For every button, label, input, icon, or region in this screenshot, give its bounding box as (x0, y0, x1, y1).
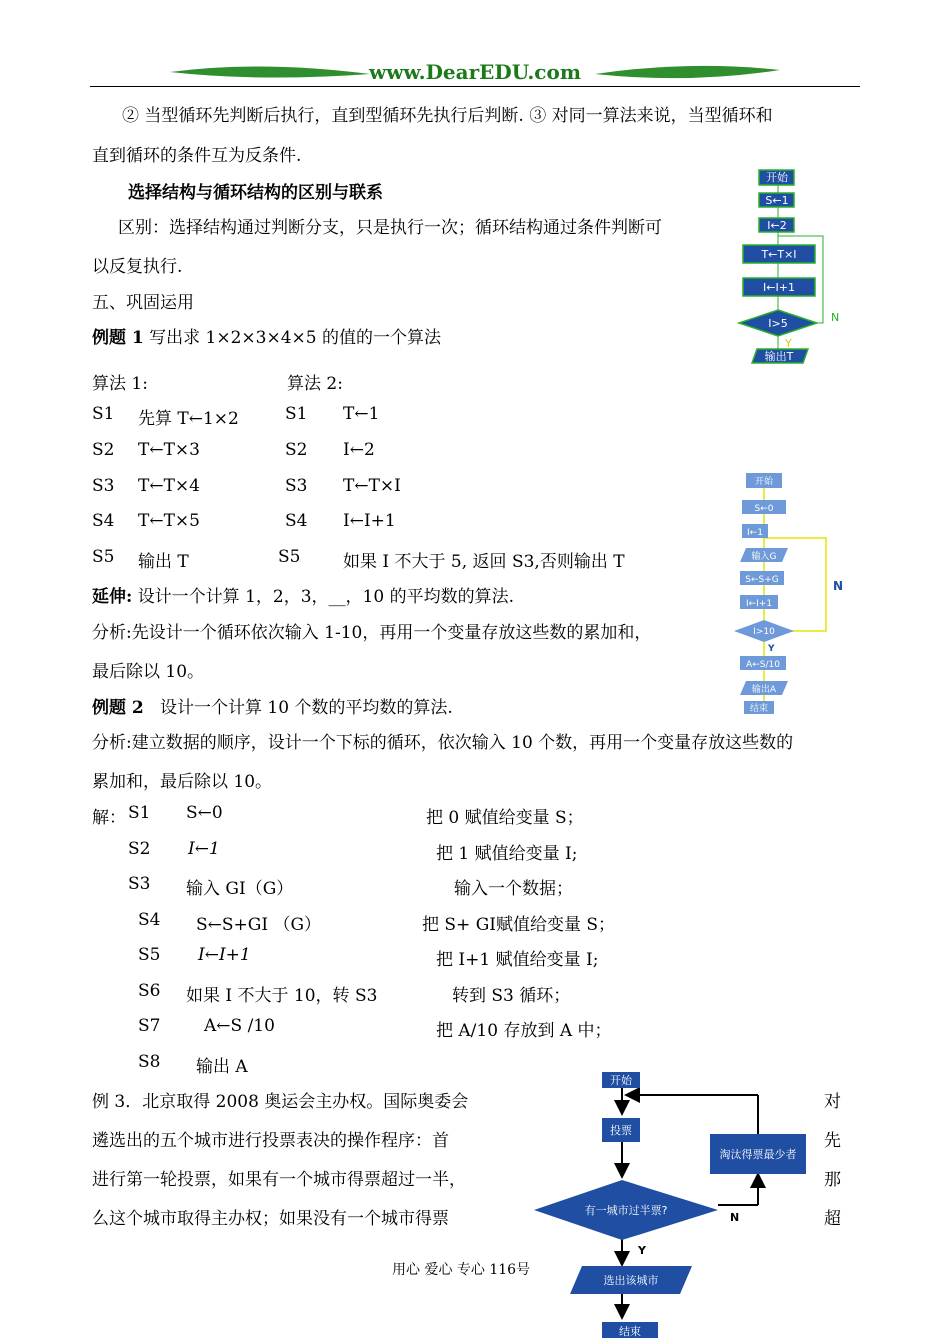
example2-text: 设计一个计算 10 个数的平均数的算法. (159, 698, 453, 718)
example3-line1: 例 3．北京取得 2008 奥运会主办权。国际奥委会 (92, 1092, 469, 1112)
header-divider (90, 86, 860, 87)
algo1-step-id: S2 (92, 440, 115, 460)
solution-step-note: 把 0 赋值给变量 S； (426, 808, 584, 828)
algo2-step-text: I←2 (343, 440, 375, 460)
fc1-yes-label: Y (785, 337, 792, 350)
example3-line4-end: 超 (824, 1209, 841, 1229)
fc2-out-text: 输出A (751, 685, 777, 695)
example1-label: 例题 1 (92, 328, 144, 348)
fc2-cond-text: I>10 (753, 627, 775, 637)
example3-line1-end: 对 (824, 1092, 841, 1112)
algo2-step-id: S5 (278, 547, 301, 567)
solution-step-id: S4 (138, 910, 161, 930)
algo1-step-text: T←T×3 (138, 440, 200, 460)
example3-line3: 进行第一轮投票，如果有一个城市得票超过一半， (92, 1170, 466, 1190)
solution-step-note: 输入一个数据； (454, 879, 573, 899)
fc2-inc-text: I←I+1 (745, 599, 773, 609)
fc2-add-text: S←S+G (745, 575, 779, 585)
flowchart-average (728, 468, 853, 718)
fc3-start-text: 开始 (610, 1074, 632, 1087)
solution-step-id: S2 (128, 839, 151, 859)
algo1-step-id: S3 (92, 476, 115, 496)
solution-step-code: 如果 I 不大于 10，转 S3 (186, 986, 378, 1006)
example1 (92, 323, 441, 348)
algo1-step-text: T←T×4 (138, 476, 200, 496)
analysis1-line1: 分析:先设计一个循环依次输入 1-10，再用一个变量存放这些数的累加和， (92, 623, 652, 643)
fc3-no-label: N (730, 1211, 740, 1224)
flowchart-olympic-vote (530, 1068, 815, 1338)
solution-step-id: S5 (138, 945, 161, 965)
fc3-vote-text: 投票 (610, 1124, 632, 1137)
fc3-eliminate-text: 淘汰得票最少者 (719, 1148, 797, 1161)
solution-step-code: S←0 (186, 803, 223, 823)
example3-line3-end: 那 (824, 1170, 841, 1190)
solution-step-note: 把 S+ GI赋值给变量 S； (422, 915, 616, 935)
extension (92, 582, 514, 607)
solution-step-code: A←S /10 (204, 1016, 275, 1036)
fc1-inc-text: I←I+1 (763, 281, 795, 294)
solution-step-code: I←1 (188, 839, 220, 859)
solution-step-code: 输入 GI（G） (186, 879, 294, 899)
fc3-yes-label: Y (638, 1244, 646, 1257)
extension-text: 设计一个计算 1，2，3，__，10 的平均数的算法. (137, 587, 514, 607)
fc2-s-text: S←0 (754, 504, 774, 514)
solution-step-note: 把 A/10 存放到 A 中； (436, 1021, 612, 1041)
algo2-step-id: S4 (285, 511, 308, 531)
solution-step-id: S8 (138, 1052, 161, 1072)
algo2-step-text: I←I+1 (343, 511, 396, 531)
fc2-start-text: 开始 (754, 477, 774, 487)
solution-step-code: S←S+GI （G） (196, 915, 322, 935)
para1-line1: ② 当型循环先判断后执行，直到型循环先执行后判断. ③ 对同一算法来说，当型循环和 (122, 106, 773, 126)
logo-text: www.DearEDU.com (368, 60, 581, 84)
algo2-step-id: S2 (285, 440, 308, 460)
fc2-avg-text: A←S/10 (746, 660, 780, 670)
heading-five: 五、巩固运用 (92, 293, 194, 313)
solution-step-code: I←I+1 (198, 945, 251, 965)
algo1-step-id: S1 (92, 404, 115, 424)
diff-line1: 区别：选择结构通过判断分支，只是执行一次；循环结构通过条件判断可 (118, 218, 662, 238)
algo1-step-id: S4 (92, 511, 115, 531)
algo2-title: 算法 2: (287, 374, 343, 394)
fc3-select-text: 选出该城市 (603, 1274, 659, 1287)
algo2-step-id: S1 (285, 404, 308, 424)
fc3-cond-text: 有一城市过半票? (584, 1204, 668, 1217)
solution-step-id: S1 (128, 803, 151, 823)
page-footer: 用心 爱心 专心 116号 (392, 1262, 531, 1278)
fc2-end-text: 结束 (749, 704, 769, 714)
fc1-t-text: T←T×I (761, 248, 797, 261)
algo1-step-id: S5 (92, 547, 115, 567)
fc1-i-text: I←2 (767, 219, 787, 232)
solution-step-id: S7 (138, 1016, 161, 1036)
algo1-title: 算法 1: (92, 374, 148, 394)
solution-step-id: S6 (138, 981, 161, 1001)
algo1-step-text: 输出 T (138, 552, 189, 572)
extension-label: 延伸: (92, 587, 133, 607)
section-title: 选择结构与循环结构的区别与联系 (128, 183, 383, 203)
algo2-step-text: T←T×I (343, 476, 401, 496)
analysis1-line2: 最后除以 10。 (92, 662, 205, 682)
solution-step-note: 转到 S3 循环； (452, 986, 571, 1006)
solution-step-note: 把 I+1 赋值给变量 I; (436, 950, 599, 970)
fc1-cond-text: I>5 (768, 317, 788, 330)
fc2-input-text: 输入G (751, 552, 777, 562)
fc1-s-text: S←1 (765, 194, 789, 207)
flowchart-product (735, 165, 850, 370)
solution-step-code: 输出 A (196, 1057, 248, 1077)
example3-line4: 么这个城市取得主办权；如果没有一个城市得票 (92, 1209, 449, 1229)
analysis2-line1: 分析:建立数据的顺序，设计一个下标的循环，依次输入 10 个数，再用一个变量存放这些数的 (92, 733, 794, 753)
solution-step-id: S3 (128, 874, 151, 894)
example3-line2: 遴选出的五个城市进行投票表决的操作程序：首 (92, 1131, 449, 1151)
solution-step-note: 把 1 赋值给变量 I; (436, 844, 578, 864)
algo1-step-text: T←T×5 (138, 511, 200, 531)
fc1-no-label: N (831, 311, 840, 324)
fc2-yes-label: Y (768, 644, 775, 654)
solution-label: 解： (92, 808, 126, 828)
example3-line2-end: 先 (824, 1131, 841, 1151)
example1-text: 写出求 1×2×3×4×5 的值的一个算法 (149, 328, 442, 348)
fc3-end-text: 结束 (619, 1325, 641, 1338)
fc2-i-text: I←1 (747, 528, 763, 538)
diff-line2: 以反复执行. (92, 257, 183, 277)
example2 (92, 693, 453, 718)
analysis2-line2: 累加和，最后除以 10。 (92, 772, 273, 792)
example2-label: 例题 2 (92, 698, 144, 718)
fc2-no-label: N (833, 579, 844, 593)
algo2-step-text: T←1 (343, 404, 380, 424)
algo2-step-text: 如果 I 不大于 5, 返回 S3,否则输出 T (343, 552, 625, 572)
fc1-start-text: 开始 (766, 171, 788, 184)
fc1-out-text: 输出T (764, 350, 794, 363)
para1-line2: 直到循环的条件互为反条件. (92, 146, 302, 166)
algo2-step-id: S3 (285, 476, 308, 496)
algo1-step-text: 先算 T←1×2 (138, 409, 239, 429)
